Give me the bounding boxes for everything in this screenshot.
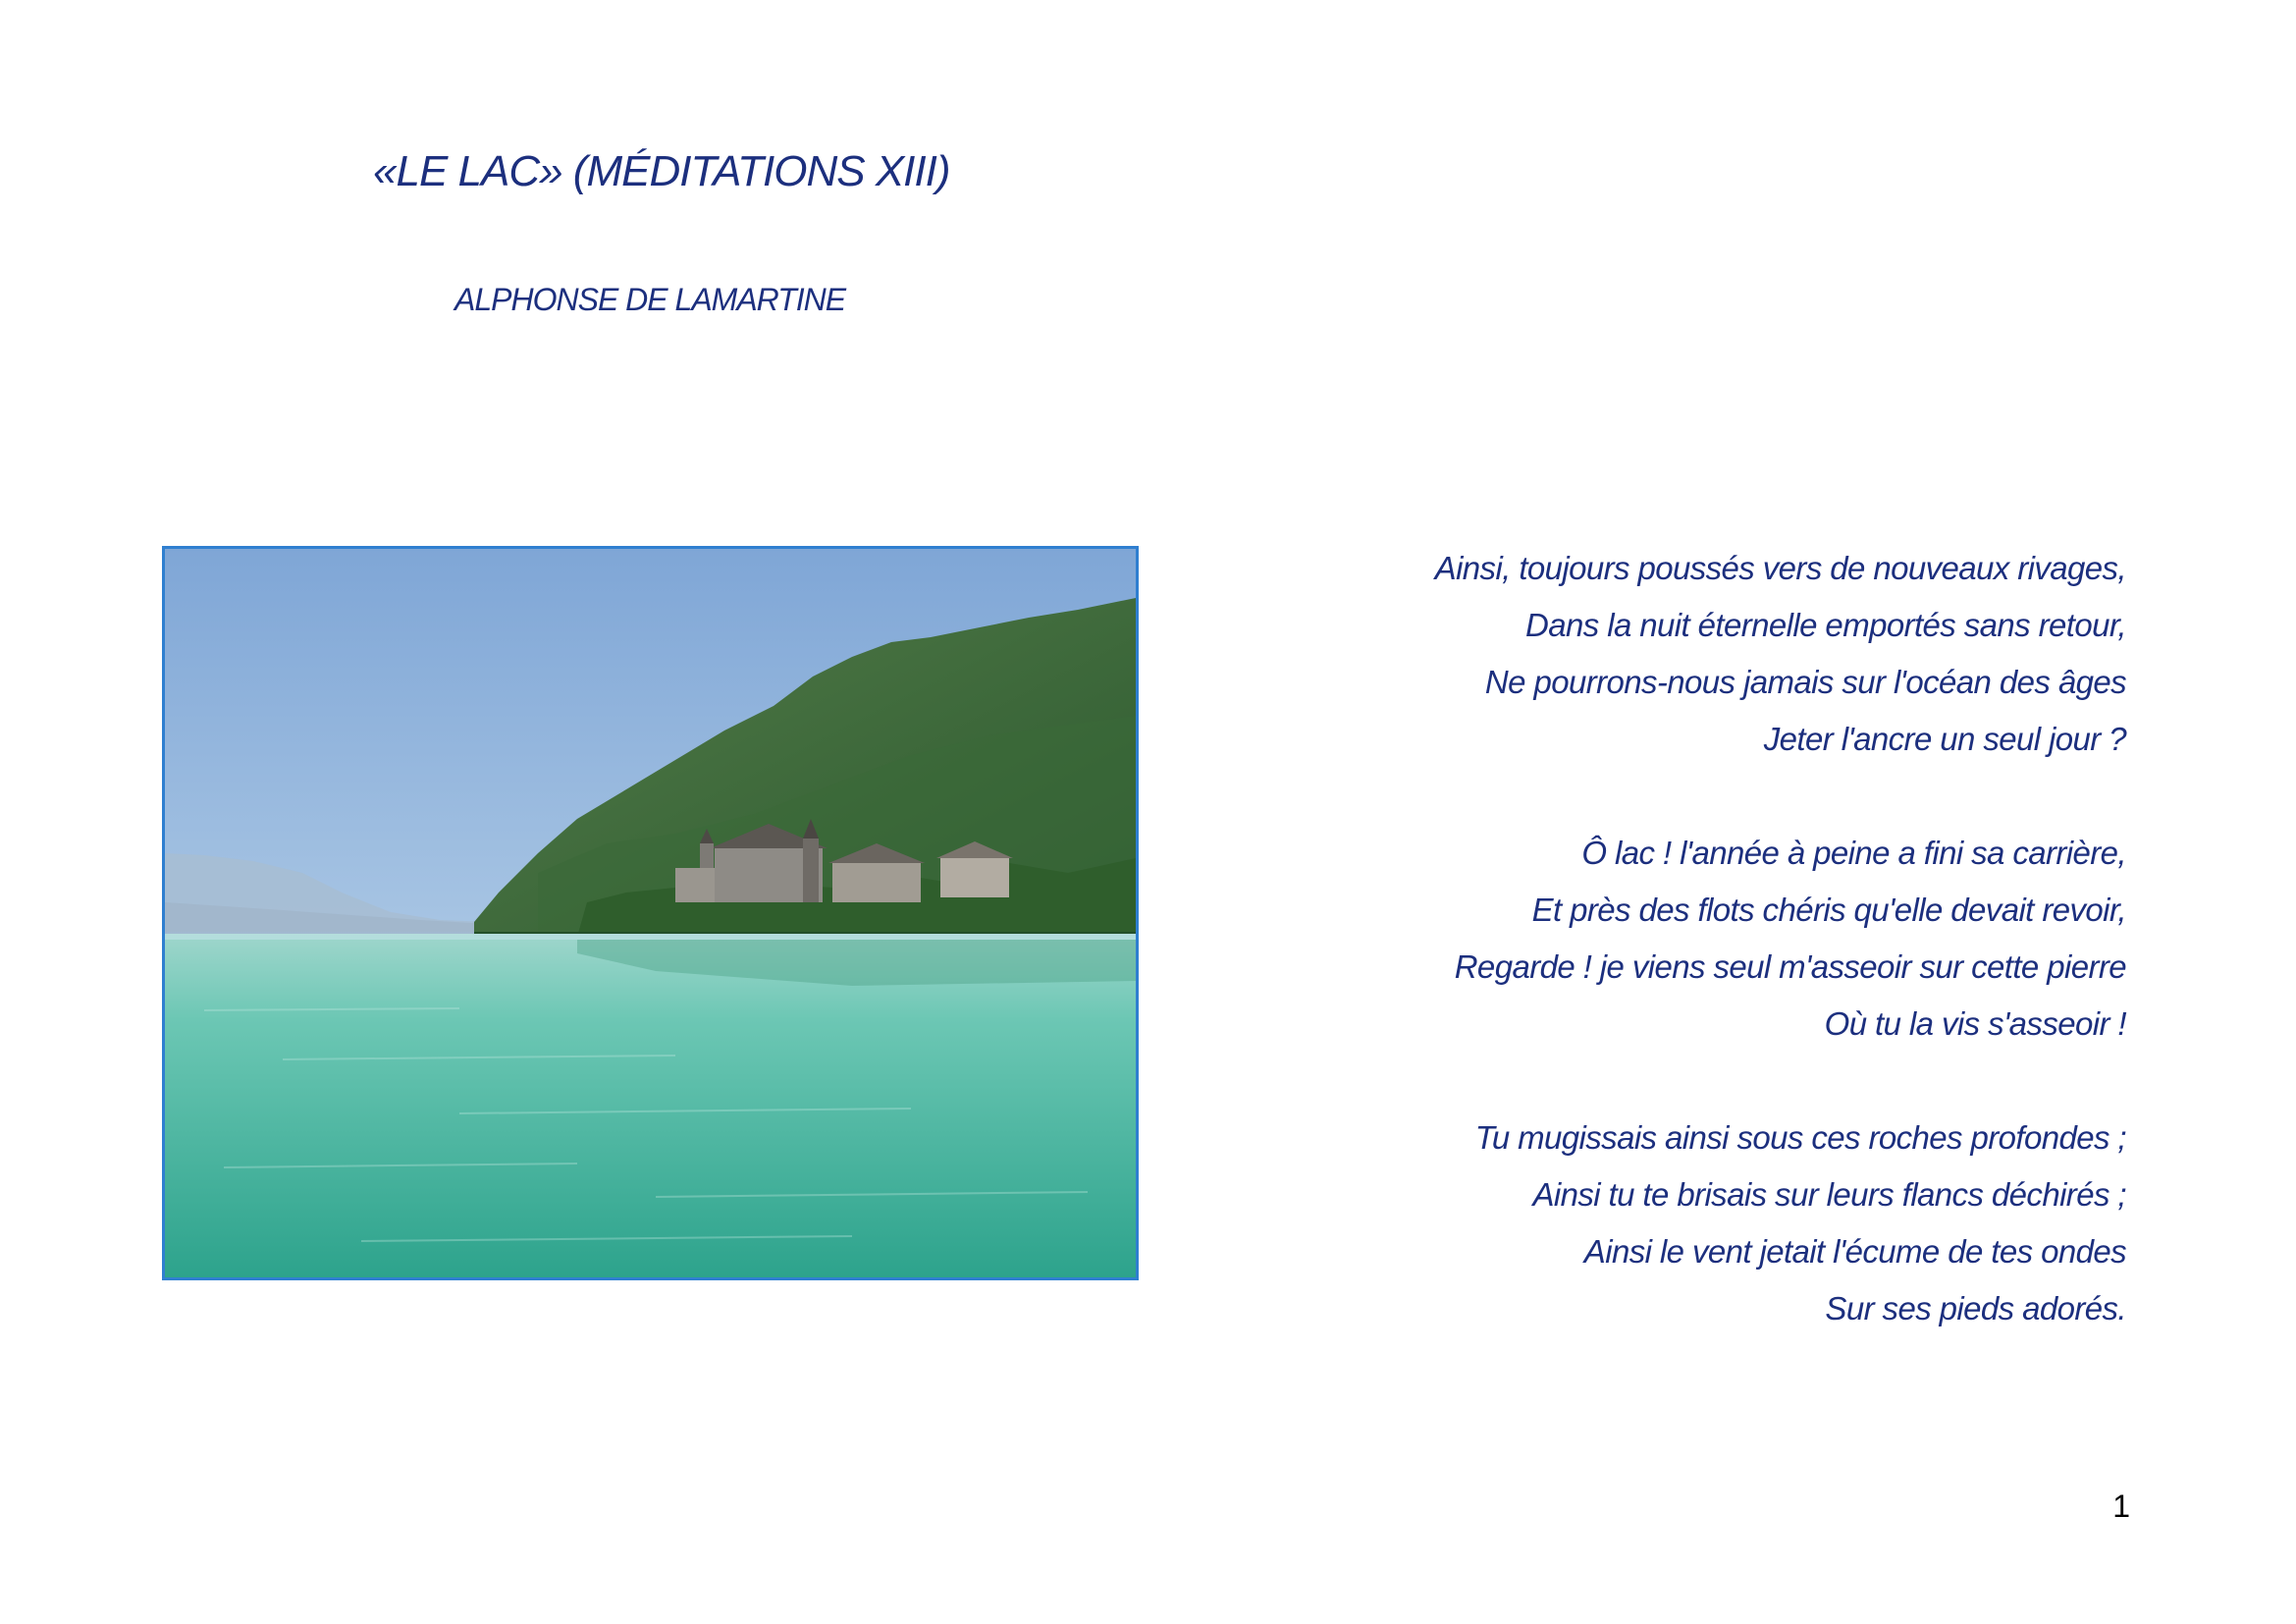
stanza-2: [1276, 825, 2126, 1053]
poem-line: Où tu la vis s'asseoir !: [1824, 1005, 2126, 1042]
poem-line: Ainsi tu te brisais sur leurs flancs déchirés ;: [1532, 1176, 2126, 1213]
poem-author: ALPHONSE DE LAMARTINE: [454, 282, 846, 317]
poem-line: Dans la nuit éternelle emportés sans retour,: [1525, 607, 2126, 643]
poem-line: Ainsi le vent jetait l'écume de tes ondes: [1583, 1233, 2126, 1270]
poem-text: [1276, 540, 2126, 1394]
lake-photo: [162, 546, 1139, 1280]
poem-line: Tu mugissais ainsi sous ces roches profondes ;: [1474, 1119, 2126, 1156]
poem-title: «LE LAC» (MÉDITATIONS XIII): [373, 147, 950, 195]
lake-illustration: [165, 549, 1136, 1277]
poem-line: Ne pourrons-nous jamais sur l'océan des âges: [1484, 664, 2126, 700]
stanza-3: [1276, 1110, 2126, 1337]
poem-line: Ô lac ! l'année à peine a fini sa carrière,: [1581, 835, 2126, 871]
poem-line: Jeter l'ancre un seul jour ?: [1763, 721, 2126, 757]
poem-line: Regarde ! je viens seul m'asseoir sur cette pierre: [1454, 948, 2126, 985]
poem-line: Et près des flots chéris qu'elle devait revoir,: [1531, 892, 2126, 928]
poem-line: Sur ses pieds adorés.: [1825, 1290, 2126, 1326]
page-number: 1: [2112, 1489, 2130, 1524]
poem-line: Ainsi, toujours poussés vers de nouveaux rivages,: [1434, 550, 2126, 586]
stanza-1: [1276, 540, 2126, 768]
